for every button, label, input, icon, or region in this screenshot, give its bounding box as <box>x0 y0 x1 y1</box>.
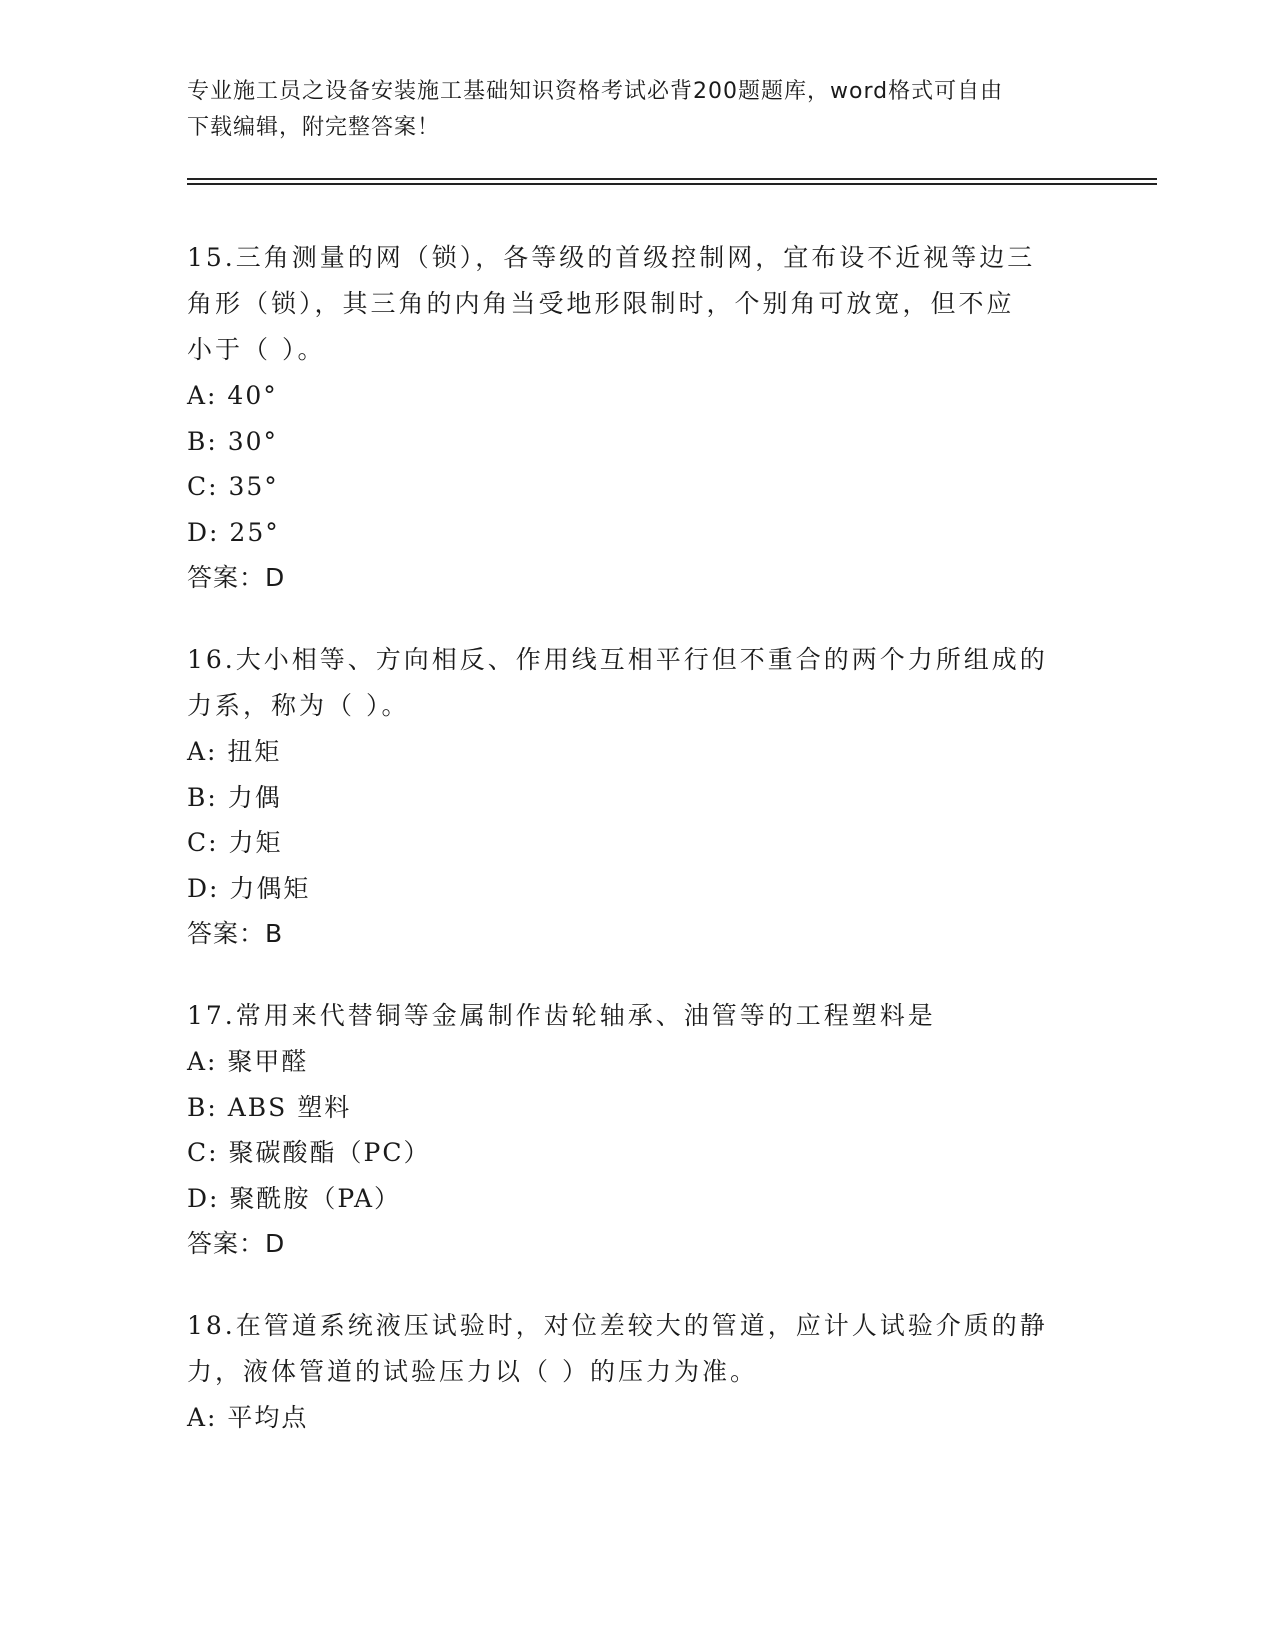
question-stem-line: 17.常用来代替铜等金属制作齿轮轴承、油管等的工程塑料是 <box>187 1001 936 1030</box>
question-stem-line: 力系，称为（ ）。 <box>187 691 410 720</box>
option-c: C: 35° <box>187 472 279 501</box>
option-b: B: ABS 塑料 <box>187 1092 352 1122</box>
option-a: A: 聚甲醛 <box>187 1047 309 1076</box>
answer-line: 答案：D <box>187 1229 286 1258</box>
option-a: A: 平均点 <box>187 1403 309 1432</box>
question-15 <box>187 235 1087 601</box>
question-17 <box>187 993 1087 1267</box>
option-d: D: 力偶矩 <box>187 873 311 903</box>
option-b: B: 力偶 <box>187 782 282 812</box>
header-line-2: 下载编辑，附完整答案！ <box>187 115 441 140</box>
question-18 <box>187 1303 1087 1441</box>
question-stem-line: 16.大小相等、方向相反、作用线互相平行但不重合的两个力所组成的 <box>187 645 1048 674</box>
option-c: C: 聚碳酸酯（PC） <box>187 1138 431 1167</box>
header-divider-bottom <box>187 183 1157 185</box>
question-stem-line: 15.三角测量的网（锁），各等级的首级控制网，宜布设不近视等边三 <box>187 243 1036 272</box>
answer-line: 答案：D <box>187 563 286 592</box>
question-stem-line: 力，液体管道的试验压力以（ ）的压力为准。 <box>187 1357 758 1386</box>
question-16 <box>187 637 1087 957</box>
document-header <box>187 74 1067 146</box>
option-c: C: 力矩 <box>187 828 283 857</box>
question-stem-line: 角形（锁），其三角的内角当受地形限制时，个别角可放宽，但不应 <box>187 289 1015 318</box>
question-list <box>187 235 1087 1477</box>
answer-line: 答案：B <box>187 919 284 948</box>
header-line-1: 专业施工员之设备安装施工基础知识资格考试必背200题题库，word格式可自由 <box>187 79 1004 104</box>
option-b: B: 30° <box>187 426 279 456</box>
header-divider-top <box>187 178 1157 180</box>
question-stem-line: 小于（ ）。 <box>187 335 326 364</box>
option-d: D: 25° <box>187 517 280 547</box>
option-d: D: 聚酰胺（PA） <box>187 1183 401 1213</box>
question-stem-line: 18.在管道系统液压试验时，对位差较大的管道，应计人试验介质的静 <box>187 1311 1048 1340</box>
option-a: A: 40° <box>187 381 278 410</box>
option-a: A: 扭矩 <box>187 737 282 766</box>
